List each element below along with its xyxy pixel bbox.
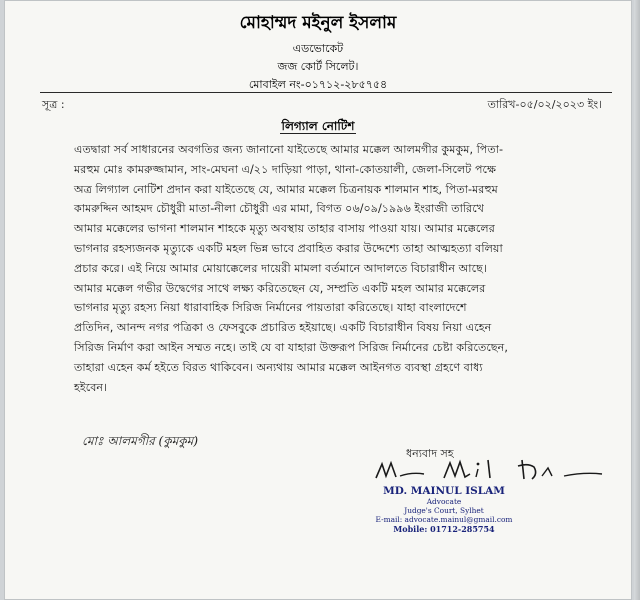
letterhead-name: মোহাম্মদ মইনুল ইসলাম [239,13,397,33]
notice-line: হইবেন। [74,380,108,394]
notice-line: এতদ্বারা সর্ব সাধারনের অবগতির জন্য জানানো যাইতেছে আমার মক্কেল আলমগীর কুমকুম, পিতা- [74,143,504,156]
notice-line: মরহুম মোঃ কামরুজ্জামান, সাং-মেঘনা এ/২১ দাড়িয়া পাড়া, থানা-কোতয়ালী, জেলা-সিলেট পক্ষে [74,162,497,176]
closing-thanks: ধন্যবাদ সহ [406,447,454,460]
header-divider [40,92,612,93]
stamp-mobile: Mobile: 01712-285754 [393,524,495,534]
notice-line: সিরিজ নির্মাণ করা আইন সম্মত নহে। তাই যে বা যাহারা উক্তরূপ সিরিজ নির্মানের চেষ্টা করিতেছেন, [74,340,508,354]
page-edge-shadow [634,0,640,600]
notice-title [4,118,632,138]
notice-line: অত্র লিগ্যাল নোটিশ প্রদান করা যাইতেছে যে, আমার মক্কেল চিত্রনায়ক শালমান শাহ, পিতা-মরহুম [74,182,498,196]
letterhead-mobile: মোবাইল নং-০১৭১২-২৮৫৭৫৪ [248,78,388,91]
notice-title-text: লিগ্যাল নোটিশ [281,119,355,133]
reference-label: সূত্র : [42,98,65,111]
notice-line: তাহারা এহেন কর্ম হইতে বিরত থাকিবেন। অন্যথায় আমার মক্কেল আইনগত ব্যবস্থা গ্রহণে বাধ্য [74,360,483,374]
notice-line: ভাগনার রহস্যজনক মৃত্যুকে একটি মহল ভিন্ন ভাবে প্রবাহিত করার উদ্দেশ্যে তাহা আত্মহত্যা বলিয়া [74,241,503,255]
notice-line: প্রচার করে। এই নিয়ে আমার মোয়াক্কেলের দায়েরী মামলা বর্তমানে আদালতে বিচারাধীন আছে। [74,261,487,275]
stamp-title: Advocate [426,497,462,506]
client-signature: মোঃ আলমগীর (কুমকুম) [82,434,199,448]
advocate-stamp [354,485,534,534]
notice-line: আমার মক্কেল গভীর উদ্বেগের সাথে লক্ষ্য করিতেছেন যে, সম্প্রতি একটি মহল আমার মক্কেলের [74,281,486,295]
notice-body [74,140,610,397]
stamp-court: Judge's Court, Sylhet [404,506,484,515]
stamp-email: E-mail: advocate.mainul@gmail.com [375,515,513,524]
notice-date: তারিখ-০৫/০২/২০২৩ ইং। [487,98,602,111]
letterhead-designation: এডভোকেট [292,42,344,55]
notice-line: আমার মক্কেলের ভাগনা শালমান শাহকে মৃত্যু অবস্থায় তাহার বাসায় পাওয়া যায়। আমার মক্কেলের [74,222,495,236]
notice-line: ভাগনার মৃত্যু রহস্য নিয়া ধারাবাহিক সিরিজ নির্মানের পায়তারা করিতেছে। যাহা বাংলাদেশে [74,301,467,315]
notice-line: প্রতিদিন, আনন্দ নগর পত্রিকা ও ফেসবুকে প্রচারিত হইয়াছে। একটি বিচারাধীন বিষয় নিয়া এহেন [74,321,492,335]
notice-line: কামরুদ্দিন আহমদ চৌধুরী মাতা-নীলা চৌধুরী এর মামা, বিগত ০৬/০৯/১৯৯৬ ইংরাজী তারিখে [74,202,485,216]
stamp-name: MD. MAINUL ISLAM [383,485,505,497]
letterhead-court: জজ কোর্ট সিলেট। [277,60,359,73]
letter-page [4,0,632,600]
